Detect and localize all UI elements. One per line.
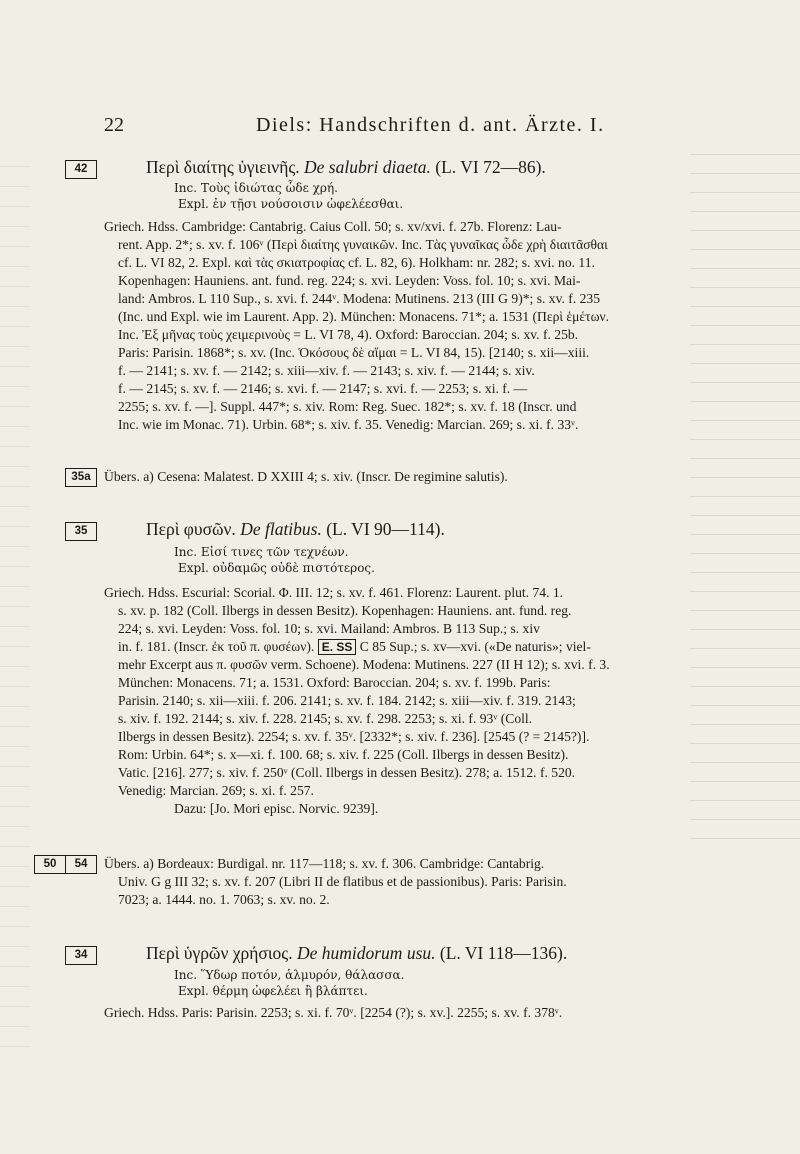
text-segment: C 85 Sup.; s. xv—xvi. («De naturis»; viel- xyxy=(359,639,591,654)
inline-box: E. SS xyxy=(318,639,357,655)
text-line: Inc. wie im Monac. 71). Urbin. 68*; s. xiv. f. 35. Venedig: Marcian. 269; s. xi. f. 33ᵛ. xyxy=(118,417,579,432)
text-line: 2255; s. xv. f. —]. Suppl. 447*; s. xiv. Rom: Reg. Suec. 182*; s. xv. f. 18 (Inscr. und xyxy=(118,399,577,414)
page-number: 22 xyxy=(104,114,124,136)
incipit: Inc. Τοὺς ἰδιώτας ὧδε χρή. xyxy=(174,181,338,195)
text-line: Paris: Parisin. 1868*; s. xv. (Inc. Ὁκόσους δὲ αἵμαι = L. VI 84, 15). [2140; s. xii—xiii. xyxy=(118,345,590,360)
dazu-line: Dazu: [Jo. Mori episc. Norvic. 9239]. xyxy=(174,801,379,816)
latin-title: De salubri diaeta. xyxy=(304,157,431,177)
text-line: mehr Excerpt aus π. φυσῶν verm. Schoene). Modena: Mutinens. 227 (II H 12); s. xvi. f. 3. xyxy=(118,657,610,672)
text-line: Rom: Urbin. 64*; s. x—xi. f. 100. 68; s. xiv. f. 225 (Coll. Ilbergs in dessen Besitz). xyxy=(118,747,569,762)
greek-title: Περὶ ὑγρῶν χρήσιος. xyxy=(146,943,293,963)
text-line: Parisin. 2140; s. xii—xiii. f. 206. 2141; s. xv. f. 184. 2142; s. xiii—xiv. f. 319. 2143; xyxy=(118,693,576,708)
text-line: rent. App. 2*; s. xv. f. 106ᵛ (Περὶ διαίτης γυναικῶν. Inc. Τὰς γυναῖκας ὧδε χρὴ διαιτᾶσθαι xyxy=(118,237,608,252)
text-line: Vatic. [216]. 277; s. xiv. f. 250ᵛ (Coll. Ilbergs in dessen Besitz). 278; a. 1512. f. 520. xyxy=(118,765,576,780)
entry-heading xyxy=(146,944,567,962)
text-line: f. — 2145; s. xv. f. — 2146; s. xvi. f. — 2147; s. xvi. f. — 2253; s. xi. f. — xyxy=(118,381,528,396)
text-line: München: Monacens. 71; a. 1531. Oxford: Baroccian. 204; s. xv. f. 199b. Paris: xyxy=(118,675,551,690)
text-line: Griech. Hdss. Escurial: Scorial. Φ. III. 12; s. xv. f. 461. Florenz: Laurent. plut. 74. 1. xyxy=(104,585,564,600)
explicit: Expl. ἐν τῇσι νούσοισιν ὠφελέεσθαι. xyxy=(178,197,404,211)
explicit: Expl. οὐδαμῶς οὐδὲ πιστότερος. xyxy=(178,561,375,575)
entry-number-box: 54 xyxy=(65,855,97,874)
text-line: Inc. Ἐξ μῆνας τοὺς χειμερινοὺς = L. VI 78, 4). Oxford: Baroccian. 204; s. xv. f. 25b. xyxy=(118,327,579,342)
text-line: Griech. Hdss. Cambridge: Cantabrig. Caius Coll. 50; s. xv/xvi. f. 27b. Florenz: Lau- xyxy=(104,219,562,234)
text-line: 7023; a. 1444. no. 1. 7063; s. xv. no. 2. xyxy=(118,892,330,907)
text-line: Griech. Hdss. Paris: Parisin. 2253; s. xi. f. 70ᵛ. [2254 (?); s. xv.]. 2255; s. xv. f. 378ᵛ. xyxy=(104,1005,563,1020)
entry-number-box: 35a xyxy=(65,468,97,487)
bleed-through-left xyxy=(0,150,30,1050)
text-line: s. xiv. f. 192. 2144; s. xiv. f. 228. 2145; s. xv. f. 298. 2253; s. xi. f. 93ᵛ (Coll. xyxy=(118,711,533,726)
running-title: Diels: Handschriften d. ant. Ärzte. I. xyxy=(256,114,605,136)
littre-ref: (L. VI 72—86). xyxy=(435,157,546,177)
text-line: (Inc. und Expl. wie im Laurent. App. 2). München: Monacens. 71*; a. 1531 (Περὶ ἑμέτων. xyxy=(118,309,610,324)
incipit: Inc. Ὕδωρ ποτόν, ἁλμυρόν, θάλασσα. xyxy=(174,968,405,982)
explicit: Expl. θέρμη ὠφελέει ἢ βλάπτει. xyxy=(178,984,368,998)
text-line: f. — 2141; s. xv. f. — 2142; s. xiii—xiv. f. — 2143; s. xiv. f. — 2144; s. xiv. xyxy=(118,363,535,378)
text-line: s. xv. p. 182 (Coll. Ilbergs in dessen Besitz). Kopenhagen: Hauniens. ant. fund. reg. xyxy=(118,603,572,618)
translation-line: Übers. a) Cesena: Malatest. D XXIII 4; s. xiv. (Inscr. De regimine salutis). xyxy=(104,469,508,484)
text-segment: in. f. 181. (Inscr. ἐκ τοῦ π. φυσέων). xyxy=(118,639,315,654)
text-line xyxy=(118,638,591,656)
text-line: Venedig: Marcian. 269; s. xi. f. 257. xyxy=(118,783,314,798)
entry-heading xyxy=(146,158,546,176)
littre-ref: (L. VI 90—114). xyxy=(326,519,445,539)
text-line: cf. L. VI 82, 2. Expl. καὶ τὰς σκιατροφίας cf. L. 82, 6). Holkham: nr. 282; s. xvi. no. 11. xyxy=(118,255,595,270)
latin-title: De humidorum usu. xyxy=(296,943,436,963)
entry-heading xyxy=(146,520,445,538)
text-line: Ilbergs in dessen Besitz). 2254; s. xv. f. 35ᵛ. [2332*; s. xiv. f. 236]. [2545 (? = 2145?)]. xyxy=(118,729,590,744)
incipit: Inc. Εἰσί τινες τῶν τεχνέων. xyxy=(174,545,349,559)
entry-number-box: 34 xyxy=(65,946,97,965)
bleed-through-right xyxy=(690,140,800,840)
entry-number-box: 35 xyxy=(65,522,97,541)
greek-title: Περὶ διαίτης ὑγιεινῆς. xyxy=(146,157,300,177)
text-line: Übers. a) Bordeaux: Burdigal. nr. 117—118; s. xv. f. 306. Cambridge: Cantabrig. xyxy=(104,856,545,871)
text-line: Univ. G g III 32; s. xv. f. 207 (Libri II de flatibus et de passionibus). Paris: Parisin. xyxy=(118,874,567,889)
entry-number-box: 42 xyxy=(65,160,97,179)
text-line: 224; s. xvi. Leyden: Voss. fol. 10; s. xvi. Mailand: Ambros. B 113 Sup.; s. xiv xyxy=(118,621,540,636)
littre-ref: (L. VI 118—136). xyxy=(439,943,568,963)
greek-title: Περὶ φυσῶν. xyxy=(146,519,236,539)
text-line: Kopenhagen: Hauniens. ant. fund. reg. 224; s. xvi. Leyden: Voss. fol. 10; s. xvi. Mai- xyxy=(118,273,581,288)
text-line: land: Ambros. L 110 Sup., s. xvi. f. 244ᵛ. Modena: Mutinens. 213 (III G 9)*; s. xv. f. 235 xyxy=(118,291,601,306)
entry-number-box: 50 xyxy=(34,855,66,874)
latin-title: De flatibus. xyxy=(240,519,322,539)
